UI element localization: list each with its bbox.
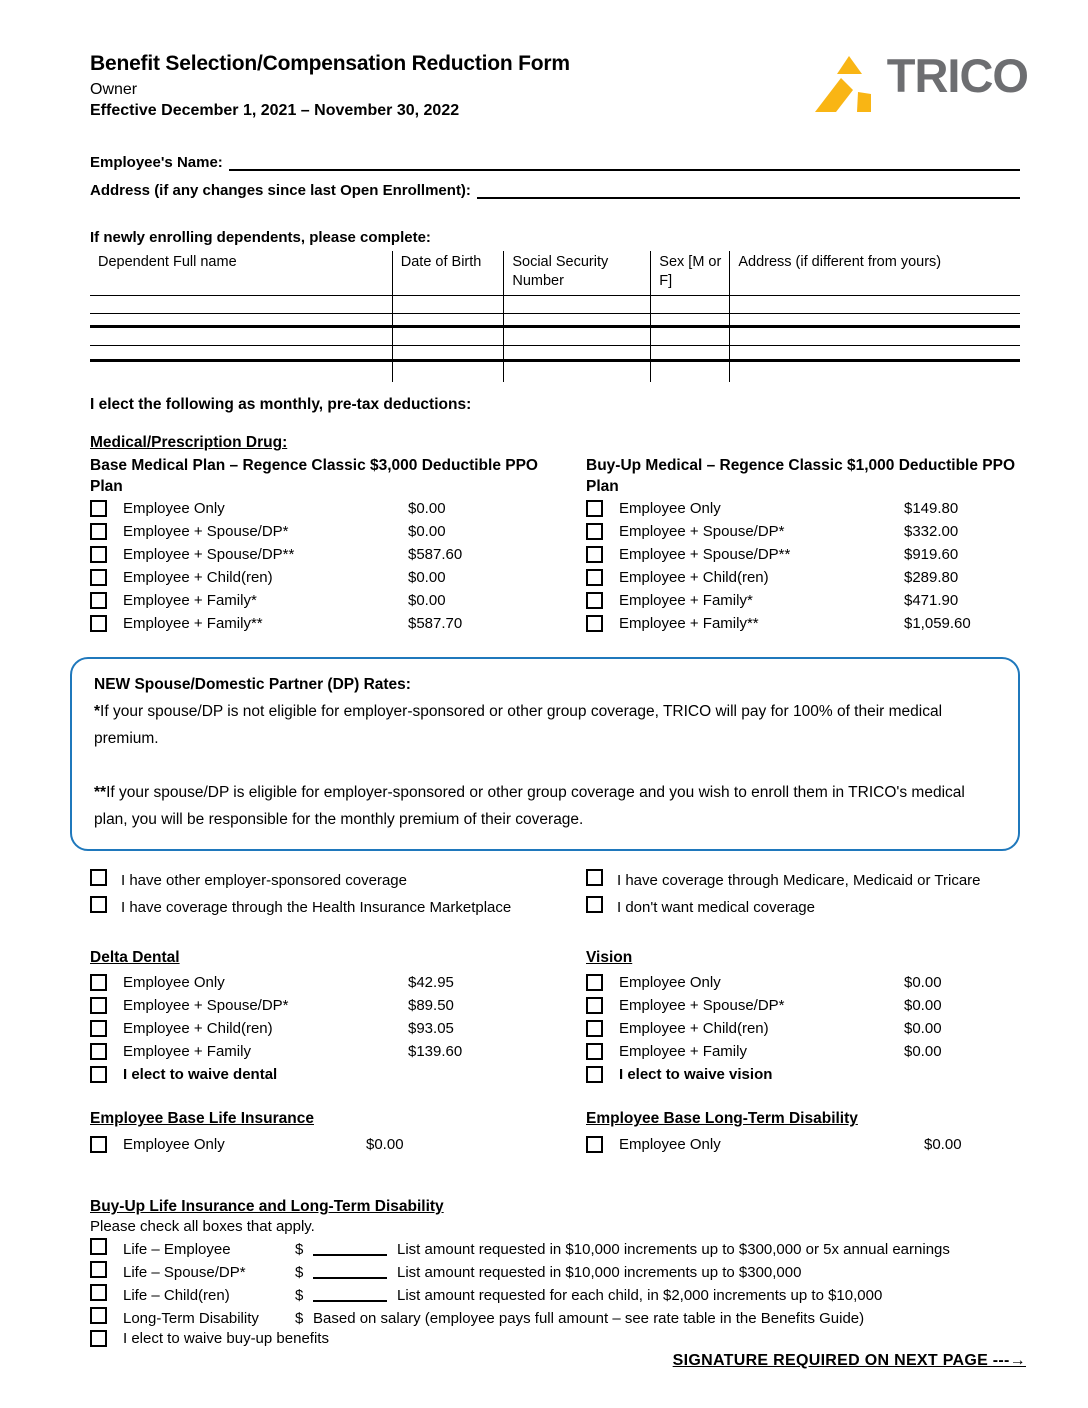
address-input-line[interactable]	[477, 180, 1020, 199]
option-label: Employee + Child(ren)	[619, 1020, 769, 1037]
base-medical-option	[90, 566, 562, 589]
employee-name-label: Employee's Name:	[90, 154, 223, 171]
dental-waive-option	[90, 1063, 562, 1086]
dental-title: Delta Dental	[90, 949, 180, 966]
vision-column	[562, 949, 1020, 1086]
row-label: Life – Employee	[123, 1241, 231, 1258]
vision-employee-only-checkbox[interactable]	[586, 974, 603, 991]
option-label: Employee + Child(ren)	[123, 569, 273, 586]
waive-vision-label: I elect to waive vision	[619, 1066, 773, 1083]
base-medical-family-checkbox[interactable]	[90, 592, 107, 609]
row-description: List amount requested for each child, in $2,000 increments up to $10,000	[397, 1287, 883, 1304]
elect-heading: I elect the following as monthly, pre-tax deductions:	[90, 396, 472, 413]
coverage-label: I don't want medical coverage	[617, 899, 815, 916]
other-coverage-right	[562, 867, 1020, 921]
coverage-label: I have other employer-sponsored coverage	[121, 872, 407, 889]
note2-asterisk: **	[94, 784, 107, 801]
buyup-medical-spouse2-checkbox[interactable]	[586, 546, 603, 563]
trico-wordmark: TRICO	[886, 49, 1028, 102]
row-description: Based on salary (employee pays full amount – see rate table in the Benefits Guide)	[313, 1310, 865, 1327]
dollar-sign: $	[295, 1241, 304, 1258]
buyup-medical-employee-only-checkbox[interactable]	[586, 500, 603, 517]
option-price: $1,059.60	[904, 615, 971, 632]
option-label: Employee Only	[123, 1136, 225, 1153]
option-label: Employee + Family*	[123, 592, 257, 609]
base-medical-spouse2-checkbox[interactable]	[90, 546, 107, 563]
dental-option	[90, 994, 562, 1017]
buyup-life-title: Buy-Up Life Insurance and Long-Term Disability	[90, 1198, 444, 1215]
coverage-option	[586, 867, 1020, 894]
buyup-waive-row	[90, 1327, 1020, 1350]
base-medical-title: Base Medical Plan – Regence Classic $3,000 Deductible PPO Plan	[90, 457, 538, 495]
option-price: $139.60	[408, 1043, 463, 1060]
option-label: Employee + Spouse/DP**	[619, 546, 791, 563]
option-label: Employee + Family	[123, 1043, 251, 1060]
buyup-medical-option	[586, 589, 1020, 612]
option-label: Employee + Family**	[619, 615, 759, 632]
buyup-life-section	[90, 1198, 1020, 1350]
base-medical-spouse-checkbox[interactable]	[90, 523, 107, 540]
vision-option	[586, 1040, 1020, 1063]
dependent-row[interactable]	[90, 361, 1020, 383]
option-label: Employee + Spouse/DP*	[123, 997, 289, 1014]
vision-option	[586, 971, 1020, 994]
buyup-medical-option	[586, 566, 1020, 589]
other-employer-coverage-checkbox[interactable]	[90, 869, 107, 886]
buyup-medical-option	[586, 497, 1020, 520]
base-medical-column	[90, 452, 562, 635]
option-price: $0.00	[904, 997, 942, 1014]
option-label: Employee + Spouse/DP*	[123, 523, 289, 540]
col-date-of-birth: Date of Birth	[392, 251, 504, 296]
note1-asterisk: *	[94, 703, 101, 720]
base-medical-option	[90, 589, 562, 612]
option-price: $0.00	[366, 1136, 404, 1153]
buyup-medical-column	[562, 452, 1020, 635]
dental-option	[90, 1040, 562, 1063]
col-sex: Sex [M or F]	[651, 251, 730, 296]
base-life-section	[90, 1110, 1020, 1156]
option-price: $0.00	[408, 592, 446, 609]
col-ssn: Social Security Number	[504, 251, 651, 296]
dependent-row[interactable]	[90, 327, 1020, 346]
medical-columns	[90, 452, 1020, 635]
coverage-label: I have coverage through Medicare, Medicaid or Tricare	[617, 872, 981, 889]
option-label: Employee Only	[123, 500, 225, 517]
other-coverage	[90, 867, 1020, 921]
dental-option	[90, 1017, 562, 1040]
trico-logo	[813, 49, 1028, 116]
vision-option	[586, 994, 1020, 1017]
base-ltd-column	[562, 1110, 1020, 1156]
waive-buyup-label: I elect to waive buy-up benefits	[123, 1330, 329, 1347]
base-medical-option	[90, 543, 562, 566]
base-medical-children-checkbox[interactable]	[90, 569, 107, 586]
option-price: $471.90	[904, 592, 959, 609]
option-price: $0.00	[408, 500, 446, 517]
no-medical-coverage-checkbox[interactable]	[586, 896, 603, 913]
base-life-column	[90, 1110, 562, 1156]
buyup-medical-family-checkbox[interactable]	[586, 592, 603, 609]
amount-input-line[interactable]	[313, 1285, 387, 1302]
base-ltd-employee-only-checkbox[interactable]	[586, 1136, 603, 1153]
waive-vision-checkbox[interactable]	[586, 1066, 603, 1083]
coverage-option	[90, 867, 562, 894]
dental-children-checkbox[interactable]	[90, 1020, 107, 1037]
other-coverage-left	[90, 867, 562, 921]
buyup-life-row	[90, 1235, 1020, 1258]
row-description: List amount requested in $10,000 increments up to $300,000	[397, 1264, 802, 1281]
life-spouse-checkbox[interactable]	[90, 1261, 107, 1278]
coverage-option	[90, 894, 562, 921]
option-label: Employee + Family**	[123, 615, 263, 632]
option-label: Employee + Spouse/DP**	[123, 546, 295, 563]
option-label: Employee + Child(ren)	[123, 1020, 273, 1037]
option-price: $149.80	[904, 500, 959, 517]
base-life-title: Employee Base Life Insurance	[90, 1110, 314, 1127]
option-price: $332.00	[904, 523, 959, 540]
buyup-medical-spouse-checkbox[interactable]	[586, 523, 603, 540]
option-price: $89.50	[408, 997, 454, 1014]
coverage-option	[586, 894, 1020, 921]
address-label: Address (if any changes since last Open Enrollment):	[90, 182, 471, 199]
address-row	[90, 180, 1020, 199]
row-label: Life – Child(ren)	[123, 1287, 230, 1304]
option-label: Employee + Family*	[619, 592, 753, 609]
base-ltd-title: Employee Base Long-Term Disability	[586, 1110, 858, 1127]
option-label: Employee + Spouse/DP*	[619, 997, 785, 1014]
option-price: $0.00	[904, 1043, 942, 1060]
vision-waive-option	[586, 1063, 1020, 1086]
option-price: $919.60	[904, 546, 959, 563]
buyup-life-instruction: Please check all boxes that apply.	[90, 1218, 315, 1235]
dp-rates-note2	[94, 779, 994, 833]
dp-rates-title: NEW Spouse/Domestic Partner (DP) Rates:	[94, 676, 411, 693]
coverage-label: I have coverage through the Health Insurance Marketplace	[121, 899, 512, 916]
base-medical-family2-checkbox[interactable]	[90, 615, 107, 632]
option-price: $0.00	[924, 1136, 962, 1153]
row-label: Life – Spouse/DP*	[123, 1264, 246, 1281]
dependent-row[interactable]	[90, 346, 1020, 361]
dependent-row[interactable]	[90, 314, 1020, 327]
marketplace-coverage-checkbox[interactable]	[90, 896, 107, 913]
header-text	[90, 52, 570, 120]
option-price: $0.00	[408, 569, 446, 586]
vision-option	[586, 1017, 1020, 1040]
option-price: $587.70	[408, 615, 463, 632]
option-price: $93.05	[408, 1020, 454, 1037]
option-price: $42.95	[408, 974, 454, 991]
medicare-coverage-checkbox[interactable]	[586, 869, 603, 886]
waive-dental-label: I elect to waive dental	[123, 1066, 278, 1083]
option-price: $0.00	[408, 523, 446, 540]
dental-vision-section	[90, 949, 1020, 1086]
option-price: $587.60	[408, 546, 463, 563]
dependents-header-row	[90, 251, 1020, 296]
buyup-life-row	[90, 1281, 1020, 1304]
life-children-checkbox[interactable]	[90, 1284, 107, 1301]
option-label: Employee + Child(ren)	[619, 569, 769, 586]
life-employee-checkbox[interactable]	[90, 1238, 107, 1255]
col-dependent-name: Dependent Full name	[90, 251, 392, 296]
buyup-life-row	[90, 1304, 1020, 1327]
dp-rates-notice	[70, 657, 1020, 851]
dependents-table	[90, 251, 1020, 382]
vision-title: Vision	[586, 949, 633, 966]
buyup-medical-option	[586, 520, 1020, 543]
buyup-medical-family2-checkbox[interactable]	[586, 615, 603, 632]
option-price: $0.00	[904, 1020, 942, 1037]
waive-dental-checkbox[interactable]	[90, 1066, 107, 1083]
buyup-medical-option	[586, 612, 1020, 635]
col-address: Address (if different from yours)	[730, 251, 1020, 296]
base-medical-option	[90, 520, 562, 543]
trico-triangle-icon	[813, 54, 887, 116]
employee-name-row	[90, 152, 1020, 171]
option-price: $0.00	[904, 974, 942, 991]
vision-children-checkbox[interactable]	[586, 1020, 603, 1037]
option-label: Employee Only	[619, 500, 721, 517]
row-label: Long-Term Disability	[123, 1310, 259, 1327]
dental-employee-only-checkbox[interactable]	[90, 974, 107, 991]
option-label: Employee Only	[123, 974, 225, 991]
base-medical-option	[90, 612, 562, 635]
note2-text: If your spouse/DP is eligible for employer-sponsored or other group coverage and you wish to enroll them in TRICO's medical plan, you will be responsible for the monthly premium of their coverage.	[94, 784, 965, 828]
amount-input-line[interactable]	[313, 1262, 387, 1279]
note1-text: If your spouse/DP is not eligible for employer-sponsored or other group coverage, TRICO will pay for 100% of their medical premium.	[94, 703, 943, 747]
dependents-intro: If newly enrolling dependents, please complete:	[90, 229, 431, 246]
effective-dates: Effective December 1, 2021 – November 30, 2022	[90, 102, 460, 119]
option-label: Employee Only	[619, 1136, 721, 1153]
option-price: $289.80	[904, 569, 959, 586]
medical-section-title: Medical/Prescription Drug:	[90, 434, 288, 451]
buyup-life-row	[90, 1258, 1020, 1281]
dollar-sign: $	[295, 1287, 304, 1304]
row-description: List amount requested in $10,000 increments up to $300,000 or 5x annual earnings	[397, 1241, 950, 1258]
signature-required-note: SIGNATURE REQUIRED ON NEXT PAGE ---→	[672, 1352, 1026, 1369]
page-subtitle: Owner	[90, 81, 138, 98]
vision-spouse-checkbox[interactable]	[586, 997, 603, 1014]
option-label: Employee + Spouse/DP*	[619, 523, 785, 540]
dp-rates-note1	[94, 698, 994, 752]
ltd-checkbox[interactable]	[90, 1307, 107, 1324]
base-life-option	[90, 1133, 562, 1156]
amount-input-line[interactable]	[313, 1239, 387, 1256]
vision-family-checkbox[interactable]	[586, 1043, 603, 1060]
dollar-sign: $	[295, 1310, 304, 1327]
header	[90, 49, 1028, 120]
buyup-medical-title: Buy-Up Medical – Regence Classic $1,000 Deductible PPO Plan	[586, 457, 1015, 495]
base-medical-employee-only-checkbox[interactable]	[90, 500, 107, 517]
waive-buyup-checkbox[interactable]	[90, 1330, 107, 1347]
dental-family-checkbox[interactable]	[90, 1043, 107, 1060]
buyup-medical-children-checkbox[interactable]	[586, 569, 603, 586]
employee-name-input-line[interactable]	[229, 152, 1020, 171]
dependent-row[interactable]	[90, 296, 1020, 314]
base-ltd-option	[586, 1133, 1020, 1156]
base-medical-option	[90, 497, 562, 520]
buyup-medical-option	[586, 543, 1020, 566]
base-life-employee-only-checkbox[interactable]	[90, 1136, 107, 1153]
dental-spouse-checkbox[interactable]	[90, 997, 107, 1014]
dental-option	[90, 971, 562, 994]
dollar-sign: $	[295, 1264, 304, 1281]
option-label: Employee + Family	[619, 1043, 747, 1060]
dental-column	[90, 949, 562, 1086]
option-label: Employee Only	[619, 974, 721, 991]
page-title: Benefit Selection/Compensation Reduction Form	[90, 52, 570, 75]
